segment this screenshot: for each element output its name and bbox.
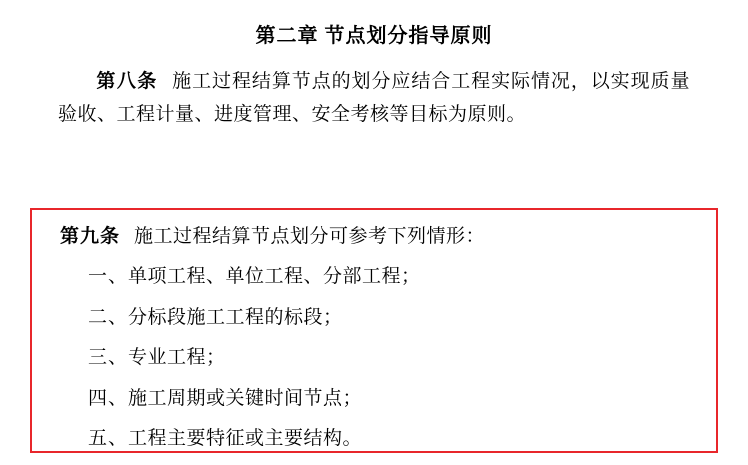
list-item-number: 二、 (88, 306, 129, 328)
list-item-text: 专业工程； (128, 347, 226, 369)
highlight-box (30, 208, 718, 453)
article-text-8: 施工过程结算节点的划分应结合工程实际情况，以实现质量验收、工程计量、进度管理、安全考核等目标为原则。 (58, 71, 690, 125)
list-item-number: 一、 (88, 266, 129, 288)
article-label-9: 第九条 (60, 226, 121, 247)
list-item (60, 424, 686, 454)
list-item-number: 三、 (88, 347, 129, 369)
paragraph-article-9 (60, 222, 686, 252)
list-item (60, 384, 686, 414)
article-text-9: 施工过程结算节点划分可参考下列情形： (134, 226, 486, 247)
list-item (60, 262, 686, 292)
list-item-text: 工程主要特征或主要结构。 (128, 427, 363, 449)
body-block (0, 66, 748, 131)
list-item-text: 分标段施工工程的标段； (128, 306, 343, 328)
document-page (0, 22, 748, 465)
list-item-text: 单项工程、单位工程、分部工程； (128, 266, 421, 288)
list-item-text: 施工周期或关键时间节点； (128, 387, 363, 409)
list-item-number: 四、 (88, 387, 129, 409)
paragraph-article-8 (58, 66, 690, 131)
list-item-number: 五、 (88, 427, 129, 449)
list-item (60, 343, 686, 373)
highlight-box-content (32, 210, 716, 454)
chapter-title: 第二章 节点划分指导原则 (255, 25, 493, 47)
list-item (60, 303, 686, 333)
article-label-8: 第八条 (96, 71, 158, 92)
